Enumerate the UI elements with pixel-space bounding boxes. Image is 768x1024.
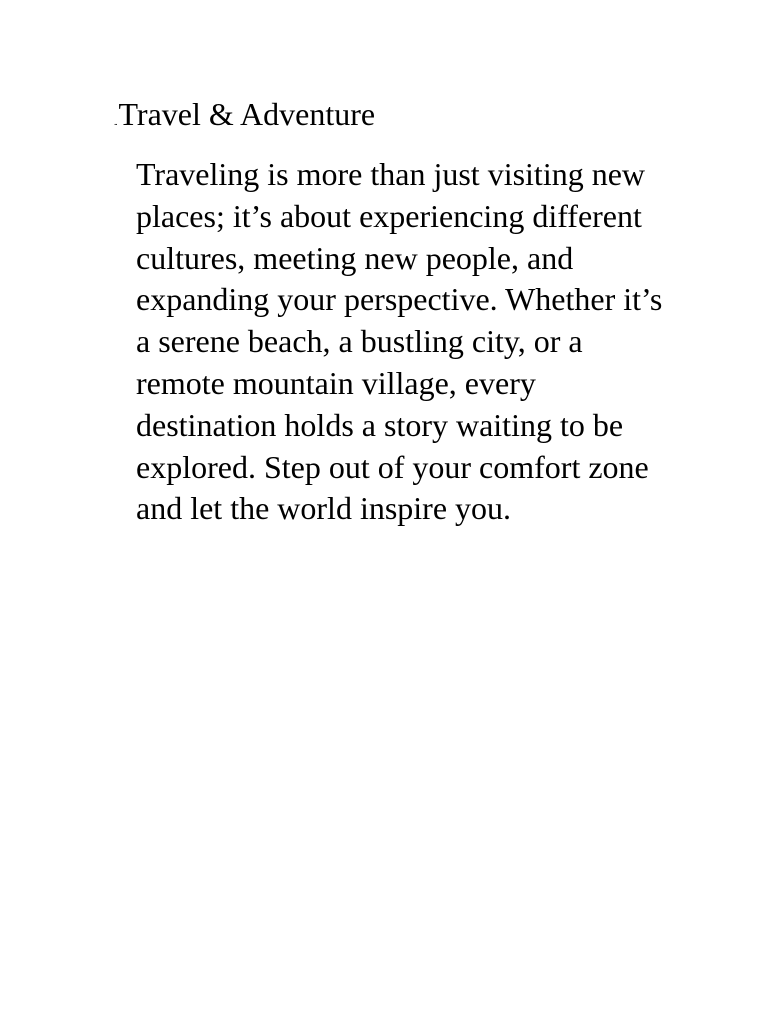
list-marker: .. [114, 117, 117, 127]
page-title: Travel & Adventure [118, 96, 376, 132]
body-paragraph: Traveling is more than just visiting new places; it’s about experiencing different cultures, meeting new people, and expanding your perspective. Whether it’s a serene beach, a bustling city, or a remote mountain village, every destination holds a story waiting to be explored. Step out of your comfort zone and let the world inspire you. [136, 156, 663, 527]
heading-row [114, 94, 375, 142]
